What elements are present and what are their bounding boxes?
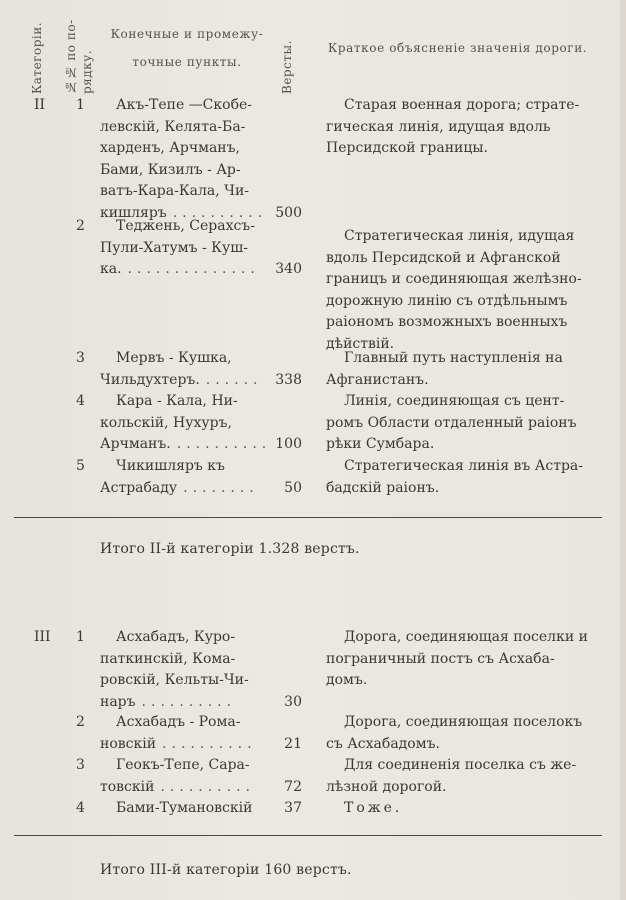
header-number-line1: №№ по по- — [64, 19, 78, 94]
header-points-line1: Конечные и промежу- — [110, 27, 264, 41]
points-cell — [100, 95, 302, 224]
header-points — [102, 20, 272, 76]
explanation-cell — [326, 755, 610, 798]
section-divider — [14, 517, 602, 518]
explanation-line: Старая военная дорога; страте- — [344, 97, 580, 113]
section-divider — [14, 835, 602, 836]
explanation-line: Для соединенія поселка съ же- — [344, 757, 577, 773]
points-line: Акъ-Тепе —Скобе- — [116, 97, 253, 113]
points-line: ватъ-Кара-Кала, Чи- — [100, 183, 250, 199]
points-line: Пули-Хатумъ - Куш- — [100, 239, 248, 256]
explanation-line: Тоже. — [344, 800, 403, 816]
points-line: Теджень, Серахсъ- — [116, 218, 255, 234]
points-line: новскій — [100, 735, 157, 752]
explanation-cell — [326, 798, 610, 820]
points-line: товскій — [100, 778, 155, 795]
points-line: Мервъ - Кушка, — [116, 350, 232, 366]
explanation-line: бадскій раіонъ. — [326, 479, 440, 496]
leader-dots: .......... — [172, 204, 268, 221]
row-number: 1 — [76, 629, 85, 645]
versts-value: 30 — [284, 693, 302, 710]
leader-dots: .............. — [127, 261, 260, 277]
versts-value: 100 — [275, 436, 302, 452]
explanation-line: Персидской границы. — [326, 140, 488, 156]
versts-value: 72 — [284, 778, 302, 795]
points-line: Чикишляръ къ — [116, 458, 225, 474]
section-total: Итого II-й категоріи 1.328 верстъ. — [100, 541, 360, 557]
points-line: Бами-Тумановскій — [116, 800, 253, 816]
points-cell — [100, 755, 302, 798]
header-versts: Версты. — [280, 40, 294, 94]
explanation-cell — [326, 712, 610, 755]
header-points-line2: точные пункты. — [132, 55, 242, 69]
points-line: кольскій, Нухуръ, — [100, 414, 232, 431]
row-number: 4 — [76, 800, 85, 816]
explanation-cell — [326, 226, 610, 355]
explanation-line: ромъ Области отдаленный раіонъ — [326, 414, 577, 431]
versts-value: 21 — [284, 735, 302, 752]
header-explanation: Краткое объясненіе значенія дороги. — [328, 41, 588, 55]
points-line: Кара - Кала, Ни- — [116, 393, 238, 409]
points-cell — [100, 456, 302, 499]
explanation-line: гическая линія, идущая вдоль — [326, 118, 551, 135]
points-line: Асхабадъ, Куро- — [116, 629, 236, 645]
explanation-line: домъ. — [326, 672, 368, 688]
header-number-line2: рядку. — [80, 49, 94, 94]
points-line: харденъ, Арчманъ, — [100, 140, 240, 156]
points-cell — [100, 348, 302, 391]
explanation-line: съ Асхабадомъ. — [326, 735, 440, 752]
points-cell — [100, 798, 302, 820]
category-label: III — [34, 629, 51, 645]
leader-dots: .......... — [176, 436, 272, 452]
explanation-line: раіономъ возможныхъ военныхъ — [326, 314, 568, 330]
row-number: 3 — [76, 757, 85, 773]
explanation-line: Стратегическая линія, идущая — [344, 228, 575, 244]
explanation-line: Дорога, соединяющая поселокъ — [344, 714, 583, 730]
explanation-line: Афганистанъ. — [326, 371, 429, 388]
explanation-line: пограничный постъ съ Асхаба- — [326, 650, 555, 667]
leader-dots: .......... — [160, 778, 255, 795]
versts-value: 340 — [275, 261, 302, 277]
page-edge — [620, 0, 626, 900]
explanation-cell — [326, 95, 610, 160]
row-number: 3 — [76, 350, 85, 366]
points-line: Арчманъ. — [100, 436, 171, 452]
explanation-line: дѣйствій. — [326, 335, 395, 352]
points-line: ка. — [100, 261, 122, 277]
explanation-line: вдоль Персидской и Афганской — [326, 249, 561, 266]
points-line: ровскій, Кельты-Чи- — [100, 672, 249, 688]
points-line: Асхабадъ - Рома- — [116, 714, 241, 730]
explanation-cell — [326, 391, 610, 456]
explanation-line: Линія, соединяющая съ цент- — [344, 393, 565, 409]
explanation-line: лѣзной дорогой. — [326, 778, 447, 795]
points-line: Астрабаду — [100, 479, 178, 496]
explanation-line: дорожную линію съ отдѣльнымъ — [326, 292, 568, 309]
versts-value: 37 — [284, 800, 302, 816]
points-cell — [100, 216, 302, 281]
row-number: 4 — [76, 393, 85, 409]
section-total: Итого III-й категоріи 160 верстъ. — [100, 862, 352, 878]
category-label: II — [34, 97, 46, 113]
versts-value: 338 — [275, 371, 302, 388]
leader-dots: .......... — [141, 693, 237, 710]
explanation-cell — [326, 456, 610, 499]
points-cell — [100, 627, 302, 713]
points-line: Чильдухтеръ. — [100, 371, 200, 388]
row-number: 5 — [76, 458, 85, 474]
points-line: левскій, Келята-Ба- — [100, 118, 246, 135]
explanation-line: Дорога, соединяющая поселки и — [344, 629, 588, 645]
points-line: наръ — [100, 693, 136, 710]
explanation-line: границъ и соединяющая желѣзно- — [326, 271, 582, 287]
row-number: 2 — [76, 218, 85, 234]
leader-dots: ........ — [183, 479, 259, 496]
leader-dots: .......... — [162, 735, 257, 752]
points-line: кишляръ — [100, 204, 167, 221]
points-line: Бами, Кизилъ - Ар- — [100, 161, 241, 178]
explanation-line: рѣки Сумбара. — [326, 436, 435, 452]
header-category: Категоріи. — [30, 21, 44, 94]
points-cell — [100, 391, 302, 456]
points-line: Геокъ-Тепе, Сара- — [116, 757, 250, 773]
explanation-cell — [326, 627, 610, 692]
versts-value: 500 — [275, 204, 302, 221]
row-number: 1 — [76, 97, 85, 113]
points-line: паткинскій, Кома- — [100, 650, 236, 667]
explanation-line: Главный путь наступленія на — [344, 350, 563, 366]
explanation-cell — [326, 348, 610, 391]
explanation-line: Стратегическая линія въ Астра- — [344, 458, 584, 474]
leader-dots: ...... — [205, 371, 263, 388]
row-number: 2 — [76, 714, 85, 730]
versts-value: 50 — [284, 479, 302, 496]
points-cell — [100, 712, 302, 755]
